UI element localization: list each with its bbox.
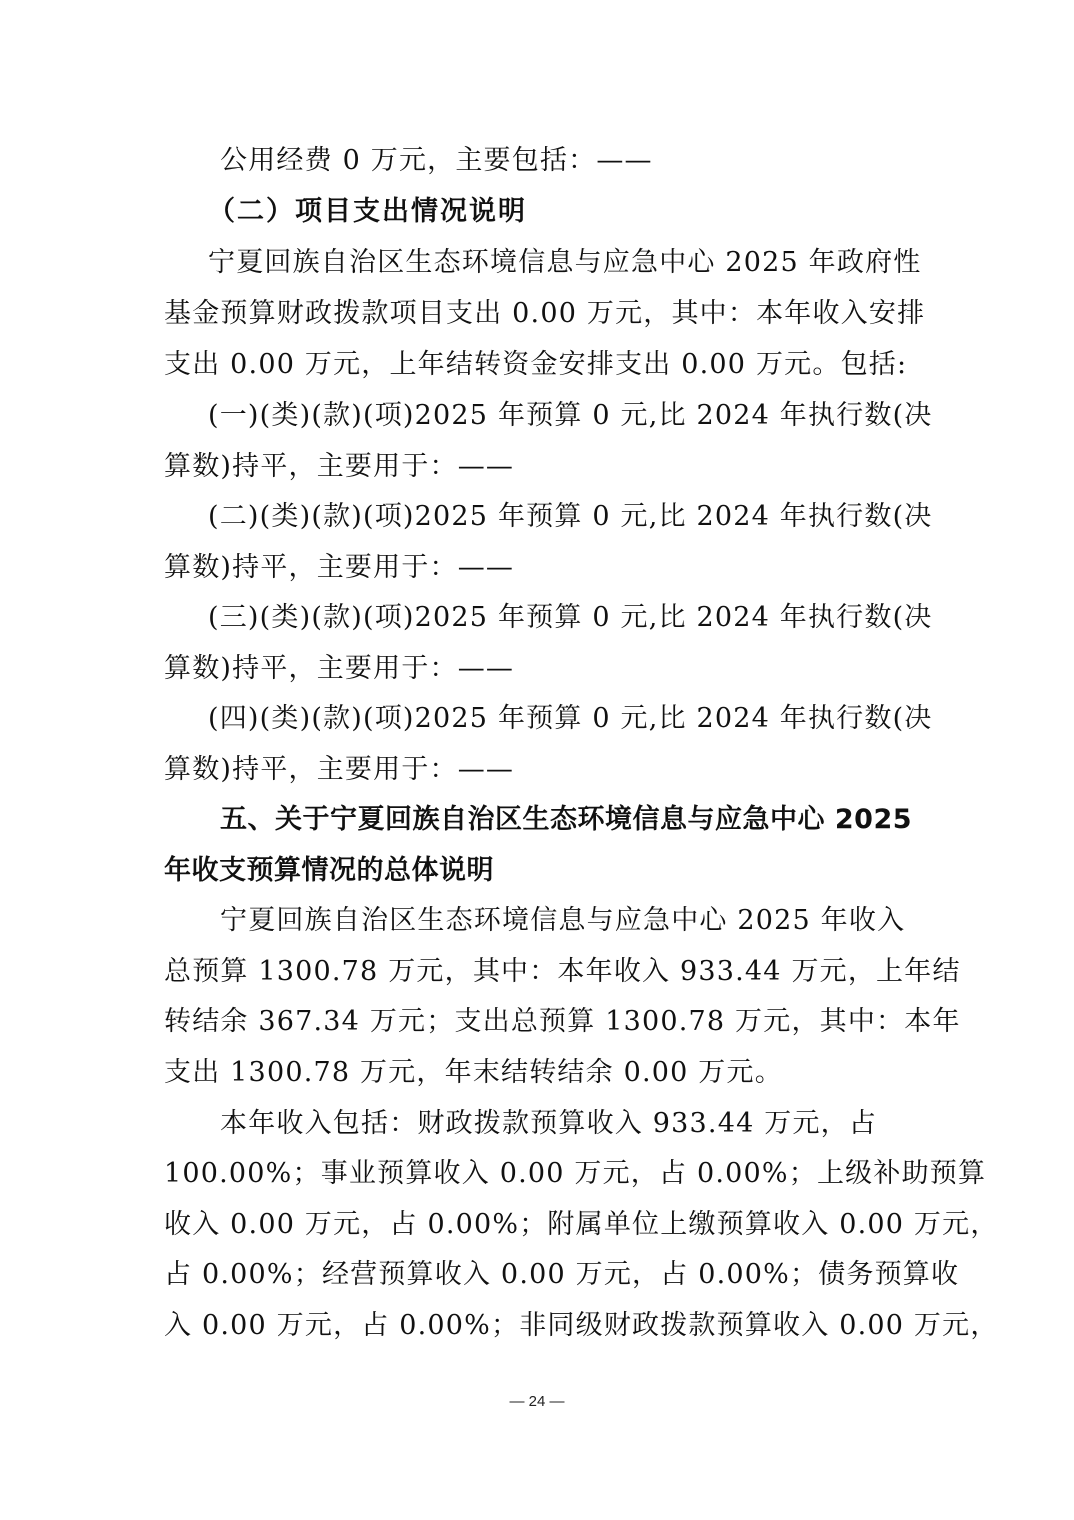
text-line: 算数)持平，主要用于：—— — [164, 653, 515, 684]
text-line: 本年收入包括：财政拨款预算收入 933.44 万元，占 — [220, 1108, 878, 1139]
text-line: 收入 0.00 万元，占 0.00%；附属单位上缴预算收入 0.00 万元， — [164, 1209, 999, 1240]
text-line: 入 0.00 万元，占 0.00%；非同级财政拨款预算收入 0.00 万元， — [164, 1310, 999, 1341]
text-line: 算数)持平，主要用于：—— — [164, 451, 515, 482]
text-line: 占 0.00%；经营预算收入 0.00 万元，占 0.00%；债务预算收 — [164, 1259, 960, 1290]
text-line: (四)(类)(款)(项)2025 年预算 0 元,比 2024 年执行数(决 — [208, 703, 933, 734]
section-subheading: （二）项目支出情况说明 — [208, 196, 527, 227]
text-line: 宁夏回族自治区生态环境信息与应急中心 2025 年政府性 — [208, 247, 922, 278]
text-line: 算数)持平，主要用于：—— — [164, 754, 515, 785]
section-heading: 年收支预算情况的总体说明 — [164, 855, 494, 886]
section-heading: 五、关于宁夏回族自治区生态环境信息与应急中心 2025 — [220, 804, 913, 835]
text-line: 总预算 1300.78 万元，其中：本年收入 933.44 万元，上年结 — [164, 956, 961, 987]
text-line: (一)(类)(款)(项)2025 年预算 0 元,比 2024 年执行数(决 — [208, 400, 933, 431]
text-line: 支出 1300.78 万元，年末结转结余 0.00 万元。 — [164, 1057, 783, 1088]
text-line: 100.00%；事业预算收入 0.00 万元，占 0.00%；上级补助预算 — [164, 1158, 987, 1189]
text-line: (三)(类)(款)(项)2025 年预算 0 元,比 2024 年执行数(决 — [208, 602, 933, 633]
text-line: 基金预算财政拨款项目支出 0.00 万元，其中：本年收入安排 — [164, 298, 926, 329]
page-number: — 24 — — [509, 1393, 565, 1410]
text-line: 转结余 367.34 万元；支出总预算 1300.78 万元，其中：本年 — [164, 1006, 961, 1037]
text-line: 公用经费 0 万元，主要包括：—— — [220, 145, 653, 176]
text-line: 支出 0.00 万元，上年结转资金安排支出 0.00 万元。包括: — [164, 349, 908, 380]
text-line: 算数)持平，主要用于：—— — [164, 552, 515, 583]
text-line: (二)(类)(款)(项)2025 年预算 0 元,比 2024 年执行数(决 — [208, 501, 933, 532]
text-line: 宁夏回族自治区生态环境信息与应急中心 2025 年收入 — [220, 905, 906, 936]
